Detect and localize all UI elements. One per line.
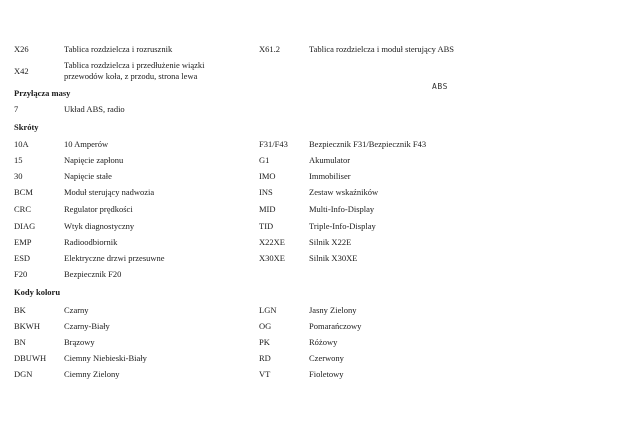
color-code: DBUWH <box>14 353 47 363</box>
abbrev-code: F20 <box>14 269 28 279</box>
abbrev-code: X30XE <box>259 253 285 263</box>
abbrev-code: EMP <box>14 237 32 247</box>
abbrev-desc: Bezpiecznik F20 <box>64 269 122 279</box>
color-code: PK <box>259 337 270 347</box>
color-name: Czerwony <box>309 353 344 363</box>
abs-label: ABS <box>432 82 448 91</box>
color-name: Fioletowy <box>309 369 344 379</box>
color-code: BKWH <box>14 321 40 331</box>
color-name: Ciemny Niebieski-Biały <box>64 353 147 363</box>
abbrev-desc: Silnik X22E <box>309 237 352 247</box>
mass-code: 7 <box>14 104 19 114</box>
color-code: RD <box>259 353 271 363</box>
abbrev-desc: 10 Amperów <box>64 139 109 149</box>
abbrev-desc: Moduł sterujący nadwozia <box>64 187 155 197</box>
abbrev-code: X22XE <box>259 237 285 247</box>
color-name: Czarny-Biały <box>64 321 110 331</box>
color-name: Pomarańczowy <box>309 321 362 331</box>
abbrev-desc: Radioodbiornik <box>64 237 118 247</box>
abbrev-desc: Elektryczne drzwi przesuwne <box>64 253 165 263</box>
color-name: Ciemny Zielony <box>64 369 120 379</box>
abbrev-code: 15 <box>14 155 23 165</box>
abbrev-desc: Napięcie stałe <box>64 171 112 181</box>
section-heading-mass: Przyłącza masy <box>14 88 71 98</box>
abbrev-code: INS <box>259 187 273 197</box>
abbrev-desc: Triple-Info-Display <box>309 221 376 231</box>
color-name: Brązowy <box>64 337 95 347</box>
abbrev-desc: Akumulator <box>309 155 351 165</box>
abbrev-desc: Silnik X30XE <box>309 253 358 263</box>
color-code: BK <box>14 305 26 315</box>
abbrev-code: G1 <box>259 155 270 165</box>
abbrev-desc: Wtyk diagnostyczny <box>64 221 135 231</box>
connector-desc: Tablica rozdzielcza i moduł sterujący ABS <box>309 44 455 54</box>
color-name: Jasny Zielony <box>309 305 357 315</box>
abbrev-desc: Regulator prędkości <box>64 204 133 214</box>
section-heading-abbreviations: Skróty <box>14 122 39 132</box>
abbrev-desc: Napięcie zapłonu <box>64 155 124 165</box>
abbrev-desc: Zestaw wskaźników <box>309 187 379 197</box>
color-code: VT <box>259 369 271 379</box>
abbrev-code: 10A <box>14 139 29 149</box>
mass-desc: Układ ABS, radio <box>64 104 125 114</box>
connector-code: X61.2 <box>259 44 281 54</box>
connector-code: X26 <box>14 44 29 54</box>
color-code: DGN <box>14 369 33 379</box>
color-name: Różowy <box>309 337 338 347</box>
abbrev-code: BCM <box>14 187 33 197</box>
abbrev-code: CRC <box>14 204 32 214</box>
connector-code: X42 <box>14 66 29 76</box>
color-code: LGN <box>259 305 277 315</box>
connector-desc: Tablica rozdzielcza i rozrusznik <box>64 44 173 54</box>
abbrev-code: DIAG <box>14 221 36 231</box>
abbrev-desc: Bezpiecznik F31/Bezpiecznik F43 <box>309 139 427 149</box>
abbrev-code: 30 <box>14 171 23 181</box>
abbrev-code: TID <box>259 221 274 231</box>
abbrev-code: MID <box>259 204 276 214</box>
abbrev-desc: Immobiliser <box>309 171 351 181</box>
abbrev-code: IMO <box>259 171 276 181</box>
abbrev-desc: Multi-Info-Display <box>309 204 375 214</box>
abbrev-code: F31/F43 <box>259 139 288 149</box>
color-code: OG <box>259 321 272 331</box>
section-heading-color-codes: Kody koloru <box>14 287 61 297</box>
connector-desc-line1: Tablica rozdzielcza i przedłużenie wiązki <box>64 60 205 70</box>
abbrev-code: ESD <box>14 253 31 263</box>
color-code: BN <box>14 337 26 347</box>
connector-desc-line2: przewodów koła, z przodu, strona lewa <box>64 71 198 81</box>
color-name: Czarny <box>64 305 89 315</box>
